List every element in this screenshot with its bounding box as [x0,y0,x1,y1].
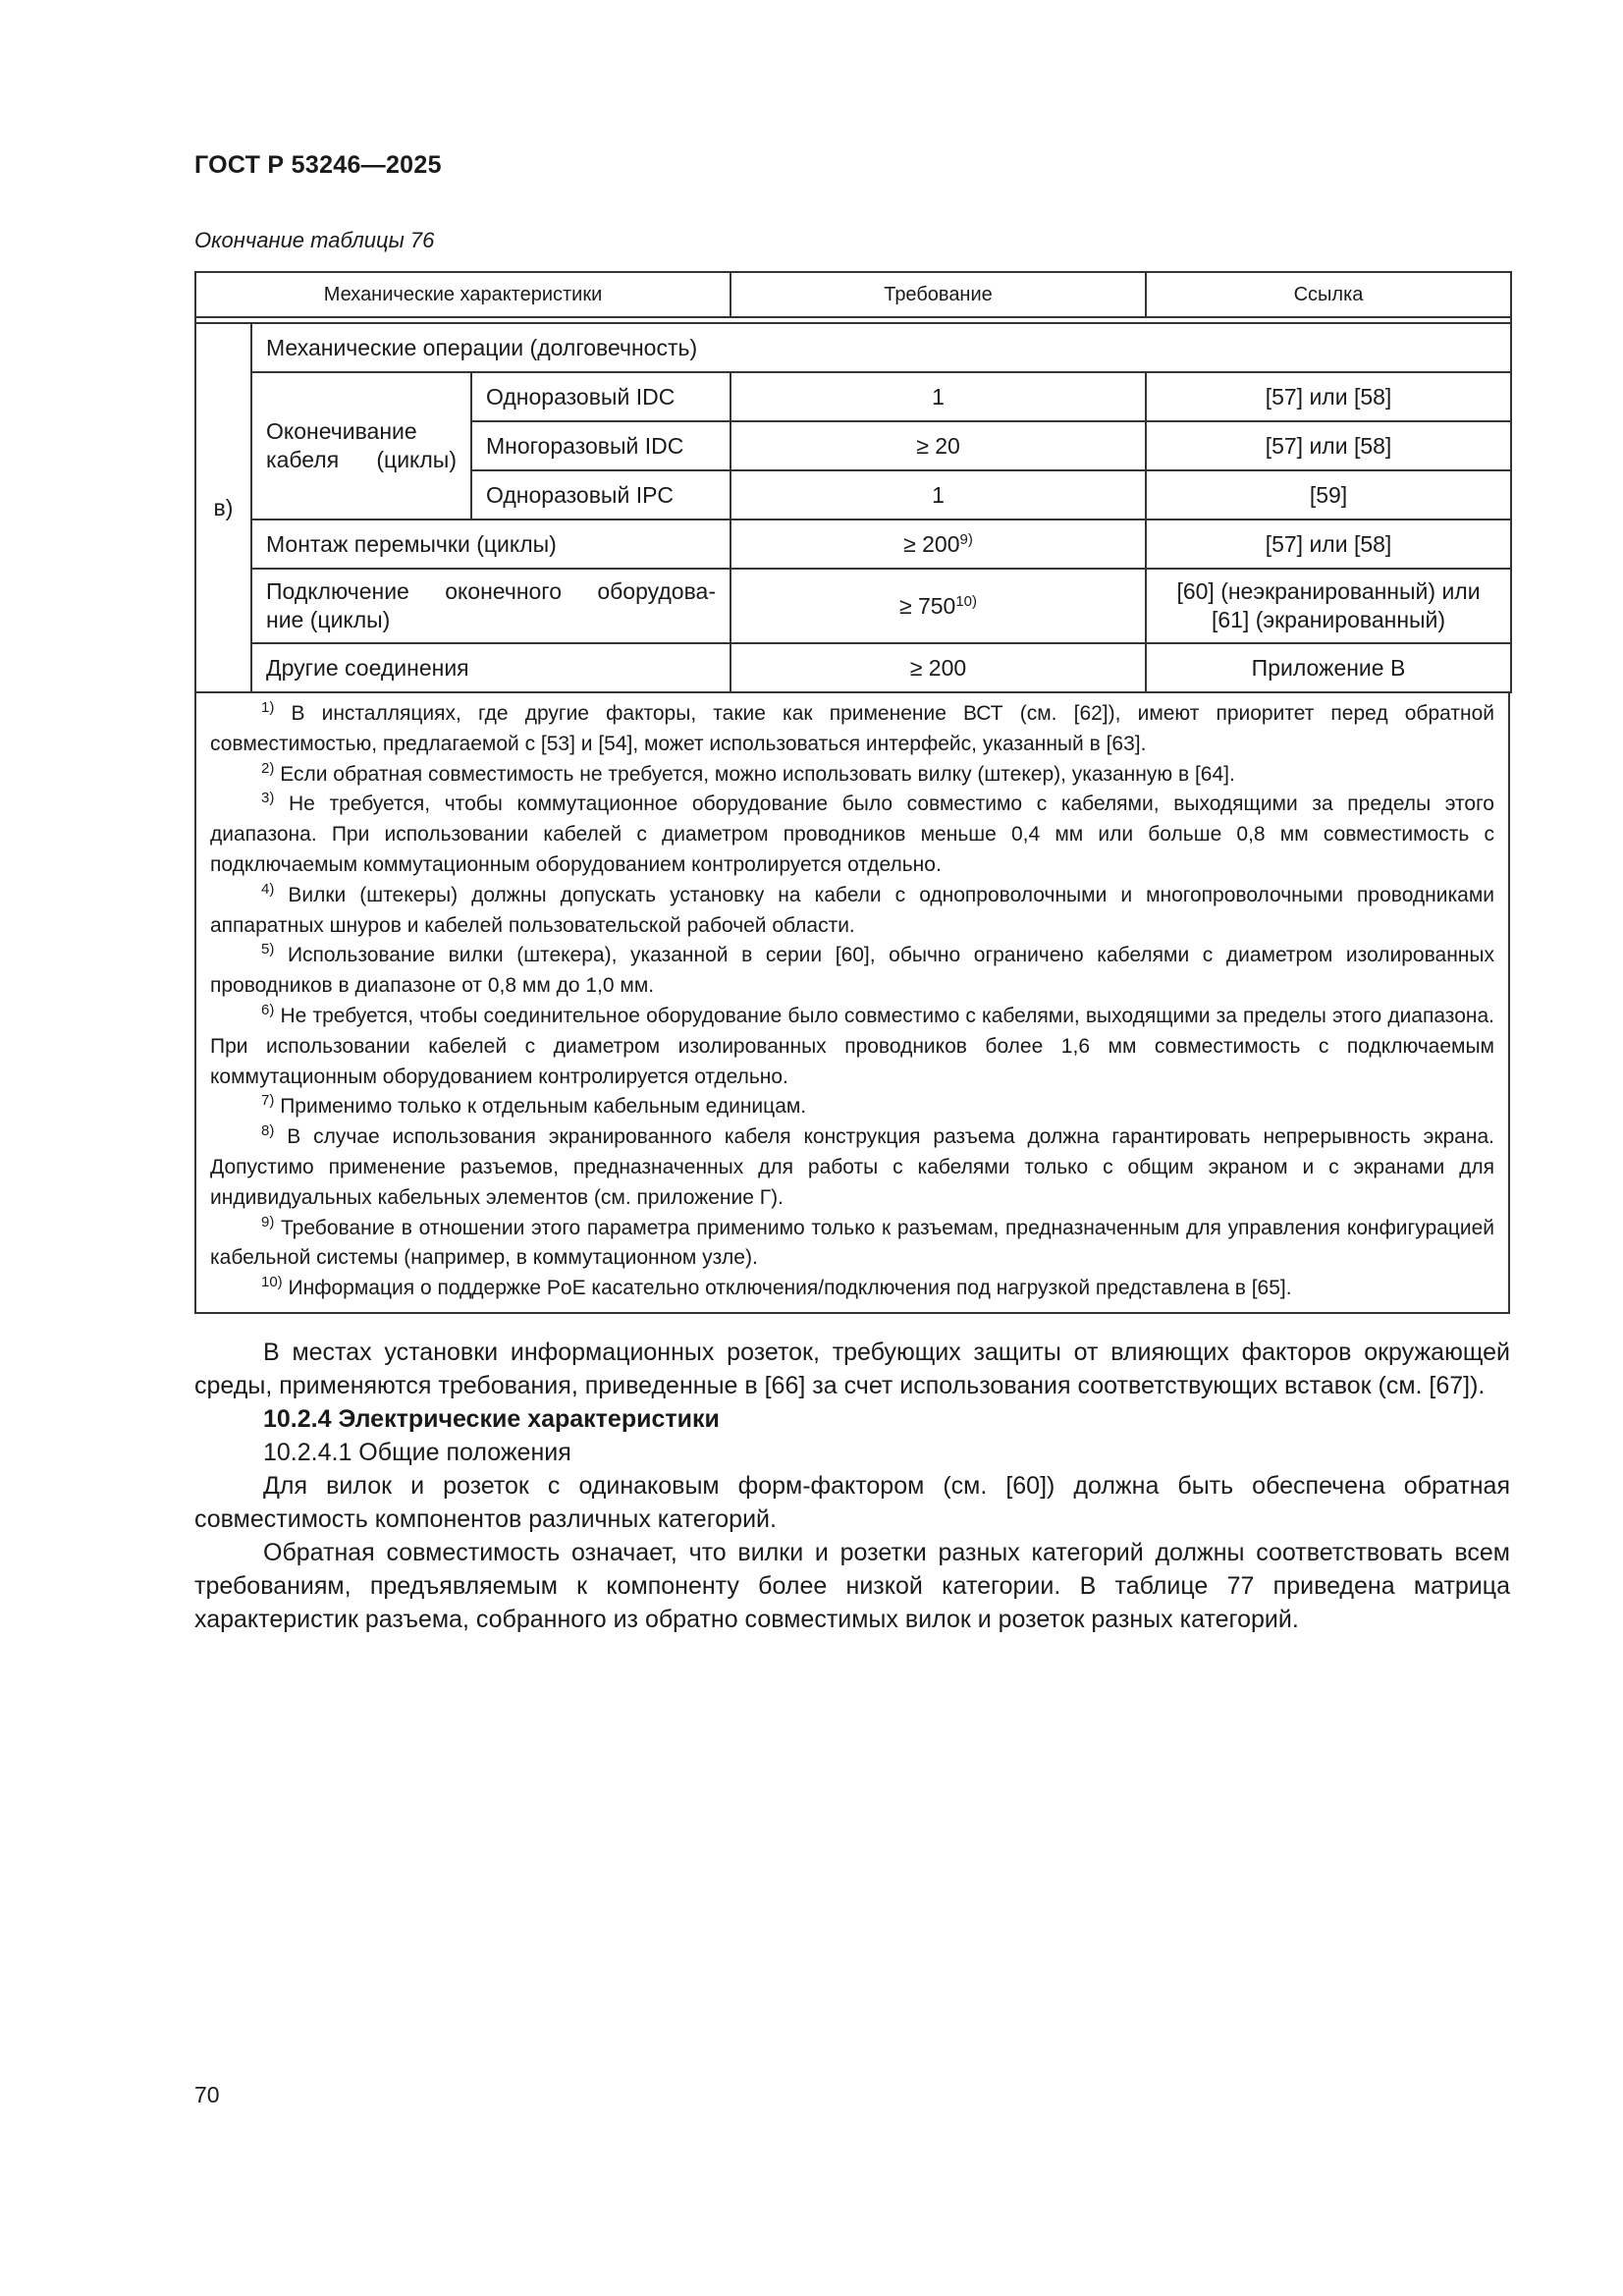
term-name-1: Многоразовый IDC [471,421,730,470]
term-name-2: Одноразовый IPC [471,470,730,519]
jumper-ref: [57] или [58] [1146,519,1511,569]
paragraph: Для вилок и розеток с одинаковым форм-фактором (см. [60]) должна быть обеспечена обратная совместимость компонентов различных категорий. [194,1472,1510,1533]
other-name: Другие соединения [251,643,730,692]
section-row: Механические операции (долговечность) [251,323,1511,372]
footnote: $^{4)}$ Вилки (штекеры) должны допускать установку на кабели с однопроволочными и многопроволочными проводниками аппаратных шнуров и кабелей пользовательской рабочей области. [210,880,1495,937]
other-ref: Приложение В [1146,643,1511,692]
terminal-req: ≥ $750^{10)}$ [730,569,1146,643]
table-row [195,643,1511,692]
jumper-name: Монтаж перемычки (циклы) [251,519,730,569]
table-row [195,519,1511,569]
table-caption: Окончание таблицы 76 [194,228,435,252]
term-ref-1: [57] или [58] [1146,421,1511,470]
table-row [195,372,1511,421]
footnote: $^{2)}$ Если обратная совместимость не требуется, можно использовать вилку (штекер), указанную в [64]. [261,759,1235,786]
term-ref-0: [57] или [58] [1146,372,1511,421]
footnote: $^{9)}$ Требование в отношении этого параметра применимо только к разъемам, предназначенным для управления конфигурацией кабельной системы (например, в коммутационном узле). [210,1213,1494,1270]
table-row [195,569,1511,643]
paragraph: Обратная совместимость означает, что вилки и розетки разных категорий должны соответствовать всем требованиям, предъявляемым к компоненту более низкой категории. В таблице 77 приведена матрица характеристик разъема, собранного из обратно совместимых вилок и розеток разных категорий. [194,1539,1510,1633]
subsection-title: 10.2.4.1 Общие положения [263,1439,571,1466]
term-name-0: Одноразовый IDC [471,372,730,421]
section-title: 10.2.4 Электрические характеристики [263,1405,720,1433]
header-mechanical: Механические характеристики [195,272,730,317]
term-req-2: 1 [730,470,1146,519]
footnote: $^{7)}$ Применимо только к отдельным кабельным единицам. [261,1092,807,1119]
term-req-1: ≥ 20 [730,421,1146,470]
header-reference: Ссылка [1146,272,1511,317]
term-req-0: 1 [730,372,1146,421]
page-number: 70 [194,2082,220,2107]
table-header-row [195,272,1511,317]
jumper-req: ≥ $200^{9)}$ [730,519,1146,569]
footnote: $^{8)}$ В случае использования экранированного кабеля конструкция разъема должна гарантировать непрерывность экрана. Допустимо применение разъемов, предназначенных для работы с кабелями только с общим экраном и с экранами для индивидуальных кабельных элементов (см. приложение Г). [210,1122,1494,1209]
other-req: ≥ 200 [730,643,1146,692]
terminal-name: Подключение оконечного оборудова- ние (циклы) [251,569,730,643]
termination-label: Оконечивание кабеля (циклы) [251,372,471,519]
footnote: $^{6)}$ Не требуется, чтобы соединительное оборудование было совместимо с кабелями, выходящими за пределы этого диапазона. При использовании кабелей с диаметром изолированных проводников более 1,6 мм совместимость с подключаемым коммутационным оборудованием контролируется отдельно. [210,1001,1494,1088]
term-ref-2: [59] [1146,470,1511,519]
header-requirement: Требование [730,272,1146,317]
footnote: $^{10)}$ Информация о поддержке PoE касательно отключения/подключения под нагрузкой представлена в [65]. [261,1274,1292,1300]
footnote: $^{5)}$ Использование вилки (штекера), указанной в серии [60], обычно ограничено кабелями с диаметром изолированных проводников в диапазоне от 0,8 мм до 1,0 мм. [210,941,1494,998]
body-text [194,1336,1510,1636]
paragraph: В местах установки информационных розеток, требующих защиты от влияющих факторов окружающей среды, применяются требования, приведенные в [66] за счет использования соответствующих вставок (см. [67]). [194,1339,1510,1399]
group-label: в) [195,323,251,692]
table-row [195,323,1511,372]
requirements-table [194,271,1510,1314]
terminal-ref: [60] (неэкранированный) или [61] (экранированный) [1146,569,1511,643]
footnote: $^{1)}$ В инсталляциях, где другие факторы, такие как применение ВСТ (см. [62]), имеют приоритет перед обратной совместимостью, предлагаемой с [53] и [54], может использоваться интерфейс, указанный в [63]. [210,699,1494,755]
footnote: $^{3)}$ Не требуется, чтобы коммутационное оборудование было совместимо с кабелями, выходящими за пределы этого диапазона. При использовании кабелей с диаметром проводников меньше 0,4 мм или больше 0,8 мм совместимость с подключаемым коммутационным оборудованием контролируется отдельно. [210,790,1494,876]
document-header: ГОСТ Р 53246—2025 [194,151,442,179]
table-footnotes [194,693,1510,1314]
